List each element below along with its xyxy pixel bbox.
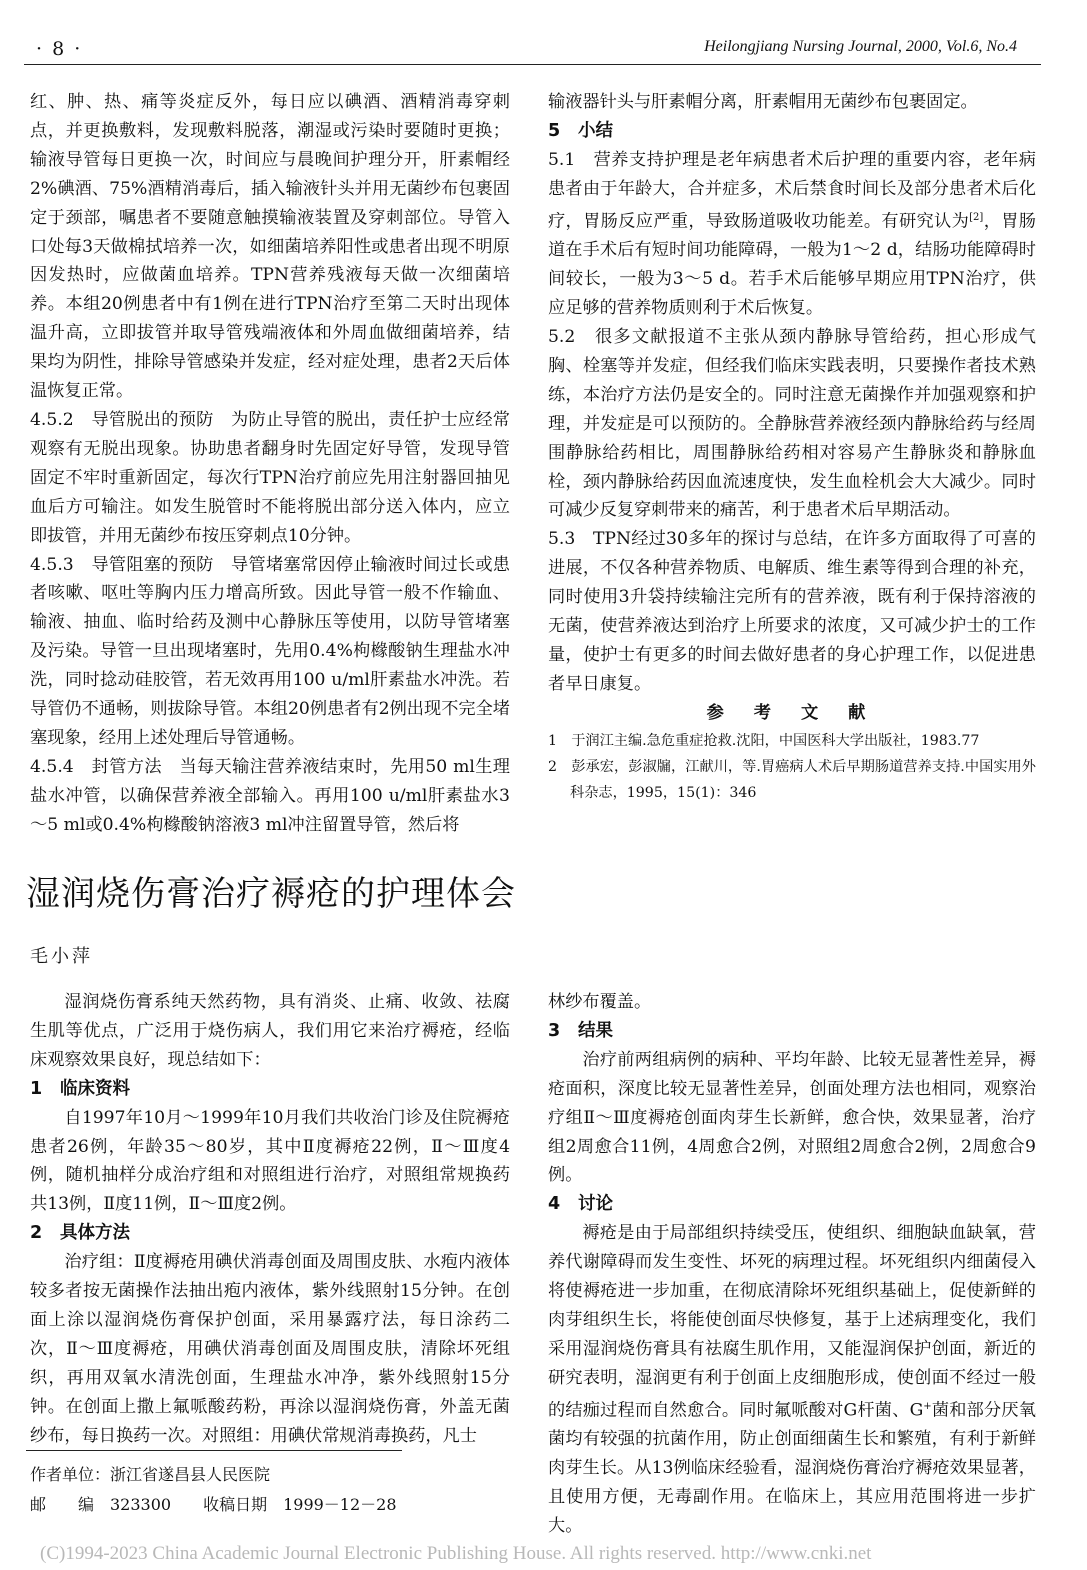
paragraph (548, 1219, 1036, 1541)
section-number: 2 (30, 1223, 43, 1244)
article2-left-column (30, 988, 510, 1451)
section-heading-1 (30, 1075, 510, 1104)
article2-right-column (548, 988, 1036, 1541)
paragraph-5-2: 5.2 很多文献报道不主张从颈内静脉导管给药，担心形成气胸、栓塞等并发症，但经我们临床实践表明，只要操作者技术熟练，本治疗方法仍是安全的。同时注意无菌操作并加强观察和护理，并发症是可以预防的。全静脉营养液经颈内静脉给药与经周围静脉给药相比，周围静脉给药相对容易产生静脉炎和静脉血栓，颈内静脉给药因血流速度快，发生血栓机会大大减少。同时可减少反复穿刺带来的痛苦，利于患者术后早期活动。 (548, 326, 1036, 521)
paragraph-5-3: 5.3 TPN经过30多年的探讨与总结，在许多方面取得了可喜的进展，不仅各种营养物质、电解质、维生素等得到合理的补充，同时使用3升袋持续输注完所有的营养液，既有利于保持溶液的无菌，使营养液达到治疗上所要求的浓度，又可减少护士的工作量，使护士有更多的时间去做好患者的身心护理工作，以促进患者早日康复。 (548, 529, 1036, 694)
article-author: 毛小萍 (30, 946, 93, 967)
section-number: 1 (30, 1078, 43, 1099)
paragraph: 治疗前两组病例的病种、平均年龄、比较无显著性差异，褥疮面积，深度比较无显著性差异，创面处理方法也相同，观察治疗组Ⅱ～Ⅲ度褥疮创面肉芽生长新鲜，愈合快，效果显著，治疗组2周愈合11例，4周愈合2例，对照组2周愈合2例，2周愈合9例。 (548, 1049, 1036, 1186)
text: 菌和部分厌氧菌均有较强的抗菌作用，防止创面细菌生长和繁殖，有利于新鲜肉芽生长。从13例临床经验看，湿润烧伤膏治疗褥疮效果显著，且使用方便，无毒副作用。在临床上，其应用范围将进一步扩大。 (548, 1400, 1036, 1537)
page-number: · 8 · (36, 38, 83, 60)
section-heading-2 (30, 1219, 510, 1248)
paragraph-4-5-4: 4.5.4 封管方法 当每天输注营养液结束时，先用50 ml生理盐水冲管，以确保营养液全部输入。再用100 u/ml肝素盐水3～5 ml或0.4%枸橼酸钠溶液3 ml冲注留置导管，然后将 (30, 756, 510, 835)
paragraph: 输液器针头与肝素帽分离，肝素帽用无菌纱布包裹固定。 (548, 92, 978, 112)
section-title: 讨论 (578, 1194, 613, 1215)
section-number: 3 (548, 1020, 561, 1041)
header-rule (24, 64, 1041, 65)
paragraph: 林纱布覆盖。 (548, 992, 652, 1012)
copyright-watermark: (C)1994-2023 China Academic Journal Electronic Publishing House. All rights reserved. http://www.cnki.net (40, 1543, 872, 1564)
paragraph: 自1997年10月～1999年10月我们共收治门诊及住院褥疮患者26例，年龄35～80岁，其中Ⅱ度褥疮22例，Ⅱ～Ⅲ度4例，随机抽样分成治疗组和对照组进行治疗，对照组常规换药共13例，Ⅱ度11例，Ⅱ～Ⅲ度2例。 (30, 1107, 510, 1215)
paragraph-5-1 (548, 146, 1036, 323)
page-header (24, 34, 1063, 64)
citation: [2] (969, 211, 984, 223)
footnote-author-unit: 作者单位：浙江省遂昌县人民医院 (30, 1465, 271, 1484)
paragraph: 治疗组：Ⅱ度褥疮用碘伏消毒创面及周围皮肤、水疱内液体较多者按无菌操作法抽出疱内液体，紫外线照射15分钟。在创面上涂以湿润烧伤膏保护创面，采用暴露疗法，每日涂药二次，Ⅱ～Ⅲ度褥疮，用碘伏消毒创面及周围皮肤，清除坏死组织，再用双氧水清洗创面，生理盐水冲净，紫外线照射15分钟。在创面上撒上氟哌酸药粉，再涂以湿润烧伤膏，外盖无菌纱布，每日换药一次。对照组：用碘伏常规消毒换药，凡士 (30, 1252, 510, 1446)
superscript: + (923, 1400, 932, 1412)
footnote-postcode: 邮 编 323300 收稿日期 1999－12－28 (30, 1495, 397, 1514)
text: ，胃肠道在手术后有短时间功能障碍，一般为1～2 d，结肠功能障碍时间较长，一般为3～5 d。若手术后能够早期应用TPN治疗，供应足够的营养物质则利于术后恢复。 (548, 211, 1036, 319)
section-title: 结果 (578, 1020, 613, 1041)
text: 5.1 营养支持护理是老年病患者术后护理的重要内容，老年病患者由于年龄大，合并症多，术后禁食时间长及部分患者术后化疗，胃肠反应严重，导致肠道吸收功能差。有研究认为 (548, 149, 1036, 232)
text: 褥疮是由于局部组织持续受压，使组织、细胞缺血缺氧，营养代谢障碍而发生变性、坏死的病理过程。坏死组织内细菌侵入将使褥疮进一步加重，在彻底清除坏死组织基础上，促使新鲜的肉芽组织生长，将能使创面尽快修复，基于上述病理变化，我们采用湿润烧伤膏具有祛腐生肌作用，又能湿润保护创面，新近的研究表明，湿润更有利于创面上皮细胞形成，使创面不经过一般的结痂过程而自然愈合。同时氟哌酸对G杆菌、G (548, 1223, 1036, 1421)
references-heading: 参 考 文 献 (706, 702, 878, 723)
section-number: 5 (548, 120, 561, 141)
paragraph: 红、肿、热、痛等炎症反外，每日应以碘酒、酒精消毒穿刺点，并更换敷料，发现敷料脱落，潮湿或污染时要随时更换；输液导管每日更换一次，时间应与晨晚间护理分开，肝素帽经2%碘酒、75%酒精消毒后，插入输液针头并用无菌纱布包裹固定于颈部，嘱患者不要随意触摸输液装置及穿刺部位。导管入口处每3天做棉拭培养一次，如细菌培养阳性或患者出现不明原因发热时，应做菌血培养。TPN营养残液每天做一次细菌培养。本组20例患者中有1例在进行TPN治疗至第二天时出现体温升高，立即拔管并取导管残端液体和外周血做细菌培养，结果均为阴性，排除导管感染并发症，经对症处理，患者2天后体温恢复正常。 (30, 92, 510, 402)
section-title: 小结 (578, 120, 613, 141)
article-title: 湿润烧伤膏治疗褥疮的护理体会 (26, 874, 516, 914)
reference-item: 1 于润江主编.急危重症抢救.沈阳，中国医科大学出版社，1983.77 (548, 732, 980, 749)
paragraph-4-5-2: 4.5.2 导管脱出的预防 为防止导管的脱出，责任护士应经常观察有无脱出现象。协助患者翻身时先固定好导管，发现导管固定不牢时重新固定，每次行TPN治疗前应先用注射器回抽见血后方可输注。如发生脱管时不能将脱出部分送入体内，应立即拔管，并用无菌纱布按压穿刺点10分钟。 (30, 409, 510, 546)
section-title: 具体方法 (60, 1223, 130, 1244)
section-heading-5 (548, 117, 1036, 146)
paragraph-4-5-3: 4.5.3 导管阻塞的预防 导管堵塞常因停止输液时间过长或患者咳嗽、呕吐等胸内压力增高所致。因此导管一般不作输血、输液、抽血、临时给药及测中心静脉压等使用，以防导管堵塞及污染。导管一旦出现堵塞时，先用0.4%枸橼酸钠生理盐水冲洗，同时捻动硅胶管，若无效再用100 u/ml肝素盐水冲洗。若导管仍不通畅，则拔除导管。本组20例患者有2例出现不完全堵塞现象，经用上述处理后导管通畅。 (30, 554, 510, 748)
section-number: 4 (548, 1194, 561, 1215)
article1-left-column (30, 88, 510, 840)
section-heading-3 (548, 1017, 1036, 1046)
section-heading-4 (548, 1190, 1036, 1219)
reference-item: 2 彭承宏，彭淑牖，江献川，等.胃癌病人术后早期肠道营养支持.中国实用外科杂志，1995，15(1)：346 (548, 758, 1036, 801)
article1-right-column (548, 88, 1036, 806)
journal-citation: Heilongjiang Nursing Journal, 2000, Vol.6, No.4 (704, 38, 1017, 55)
section-title: 临床资料 (60, 1078, 130, 1099)
footnote-rule (26, 1450, 402, 1451)
intro-paragraph: 湿润烧伤膏系纯天然药物，具有消炎、止痛、收敛、祛腐生肌等优点，广泛用于烧伤病人，我们用它来治疗褥疮，经临床观察效果良好，现总结如下： (30, 992, 510, 1070)
